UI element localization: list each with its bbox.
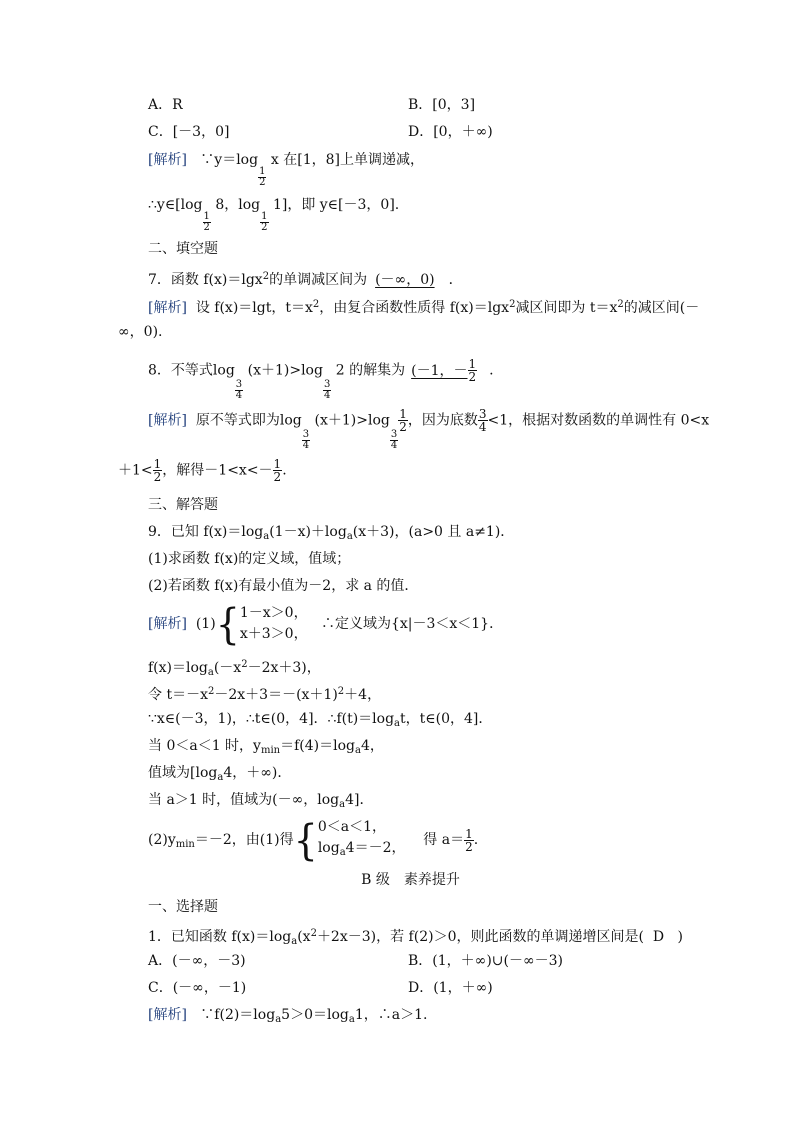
left-brace: { xyxy=(293,815,318,865)
q6-analysis-line-1 xyxy=(148,151,424,188)
fill-section-heading: 二、填空题 xyxy=(148,241,218,257)
q8-stem: 8．不等式log $\frac{3}{4}$ (x＋1)>log $\frac{3}{4}$ 2 的解集为 (－1，－ $\frac{1}{2}$ . xyxy=(148,357,494,401)
q6-analysis-text: x 在[1，8]上单调递减， xyxy=(266,152,424,168)
qb1-option-c: C．(－∞，－1) xyxy=(148,980,247,996)
q9-line-4: ∵x∈(－3，1)，∴t∈(0，4]．$\therefore f(t)=\log_at$，t∈(0，4]． xyxy=(148,711,493,729)
q6-option-a: A．R xyxy=(148,97,183,113)
qb1-option-a: A．(－∞，－3) xyxy=(148,953,246,969)
qb1-option-d: D．(1，＋∞) xyxy=(408,980,493,996)
q9-part-1: (1)求函数 f(x)的定义域，值域； xyxy=(148,551,351,567)
q7-answer: (－∞，0) xyxy=(375,272,435,288)
left-brace: { xyxy=(215,599,240,649)
q7-analysis-line-1: [解析] 设 f(x)＝lgt，$t=x^2$，由复合函数性质得 f(x)＝lgx$^2$减区间即为 $t=x^2$的减区间(－ xyxy=(148,299,700,316)
q8-analysis-line-2: ＋1< $\frac{1}{2}$ ，解得－1<x<－ $\frac{1}{2}$ . xyxy=(118,457,287,484)
q6-option-b: B．[0，3] xyxy=(408,97,476,113)
q9-part-2: (2)若函数 f(x)有最小值为－2，求 a 的值． xyxy=(148,578,419,594)
q9-line-5: 当 0＜a＜1 时，$y_{min}=f(4)=\log_a4$， xyxy=(148,738,384,756)
analysis-label: [解析] xyxy=(148,152,187,168)
q6-option-d: D．[0，＋∞) xyxy=(408,124,493,140)
q9-line-6: 值域为[$\log_a4$，＋∞)． xyxy=(148,765,292,783)
q9-line-2: $f(x)=\log_a(-x^2-2x+3)$， xyxy=(148,659,321,678)
q8-answer: (－1，－ $\frac{1}{2}$ xyxy=(411,357,477,384)
q7-analysis-line-2: ∞，0). xyxy=(118,324,163,340)
analysis-label: [解析] xyxy=(148,412,187,429)
analysis-label: [解析] xyxy=(148,616,187,632)
analysis-label: [解析] xyxy=(148,1007,187,1023)
level-b-heading: B 级 素养提升 xyxy=(361,872,460,888)
qb1-analysis: [解析] $\because f(2)=\log_a5>0=\log_a1$，∴a＞1. xyxy=(148,1007,428,1025)
q9-stem: 9．已知 $f(x)=\log_a(1-x)+\log_a(x+3)$，(a>0 且 a≠1)． xyxy=(148,524,515,542)
q9-line-7: 当 a＞1 时，值域为(－∞，$\log_a4$]． xyxy=(148,792,374,810)
q6-option-c: C．[－3，0] xyxy=(148,124,230,140)
choice-section-heading: 一、选择题 xyxy=(148,899,218,915)
qb1-answer: D xyxy=(652,929,665,945)
q9-line-3: 令 $t=-x^2-2x+3=-(x+1)^2+4$， xyxy=(148,686,382,703)
q9-analysis-system-1: [解析] (1){ 1－x＞0， x＋3＞0， ∴定义域为{x|－3＜x＜1}． xyxy=(148,599,504,649)
q8-analysis-line-1: [解析] 原不等式即为log $\frac{3}{4}$ (x＋1)>log $\frac{3}{4}$ $\frac{1}{2}$ ，因为底数 $\frac{3}{4}$ <1，根据对数函数的单调性有 0<x xyxy=(148,407,710,451)
q9-line-8: $(2)y_{min}=-2$，由(1)得{ 0＜a＜1， $\log_a4=-2$， 得 a＝ $\frac{1}{2}$ . xyxy=(148,815,479,865)
solve-section-heading: 三、解答题 xyxy=(148,497,218,513)
q6-analysis-text: ∵y＝log xyxy=(200,152,259,168)
analysis-label: [解析] xyxy=(148,300,187,316)
log-base-half: $\frac{1}{2}$ xyxy=(259,166,266,188)
qb1-stem: 1．已知函数 $f(x)=\log_a(x^2+2x-3)$，若 f(2)＞0，则此函数的单调递增区间是( D ) xyxy=(148,928,683,947)
qb1-option-b: B．(1，＋∞)∪(－∞－3) xyxy=(408,953,564,969)
q6-analysis-line-2: ∴y∈[log $\frac{1}{2}$ 8，log $\frac{1}{2}$ 1]，即 y∈[－3，0]. xyxy=(148,197,400,233)
q7-stem: 7．函数 f(x)＝lgx$^2$的单调减区间为 (－∞，0) ． xyxy=(148,271,463,288)
